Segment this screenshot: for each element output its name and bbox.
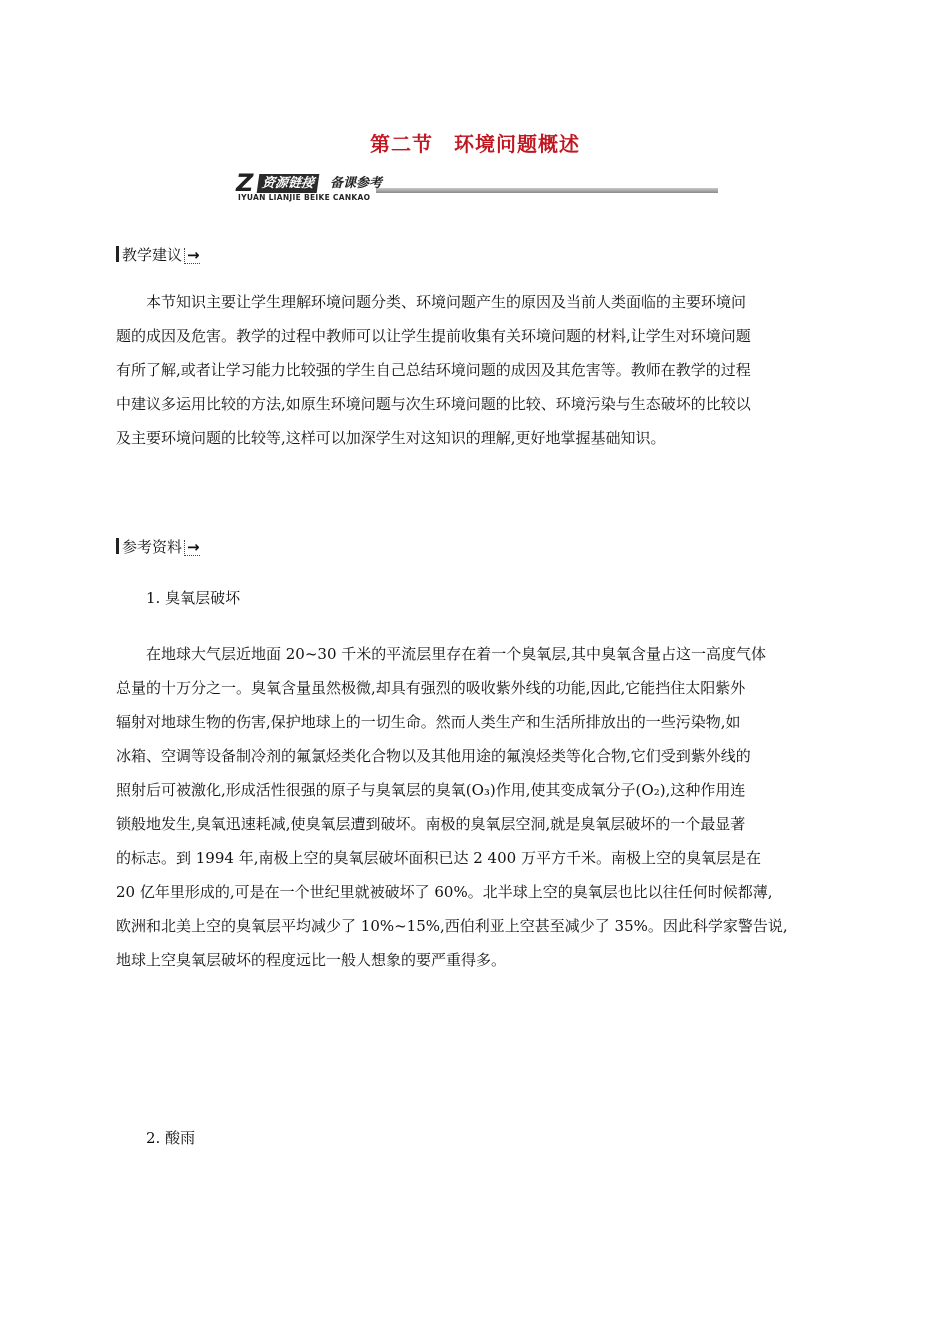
- para-line: 辐射对地球生物的伤害,保护地球上的一切生命。然而人类生产和生活所排放出的一些污染物,如: [116, 713, 741, 731]
- heading-text: 教学建议: [122, 246, 183, 264]
- para-line: 总量的十万分之一。臭氧含量虽然极微,却具有强烈的吸收紫外线的功能,因此,它能挡住太阳紫外: [116, 679, 746, 697]
- banner-label: 资源链接: [257, 174, 320, 193]
- section-heading-reference: [116, 537, 200, 557]
- heading-bar: [116, 246, 119, 262]
- resource-banner: [236, 171, 718, 205]
- para-line: 本节知识主要让学生理解环境问题分类、环境问题产生的原因及当前人类面临的主要环境问: [146, 293, 747, 311]
- arrow-icon: →: [184, 248, 200, 264]
- arrow-icon: →: [184, 540, 200, 556]
- para-line: 中建议多运用比较的方法,如原生环境问题与次生环境问题的比较、环境污染与生态破坏的比较以: [116, 395, 751, 413]
- banner-tail-label: 备课参考: [330, 176, 383, 191]
- ozone-paragraph: [116, 637, 831, 977]
- para-line: 题的成因及危害。教学的过程中教师可以让学生提前收集有关环境问题的材料,让学生对环境问题: [116, 327, 751, 345]
- para-line: 及主要环境问题的比较等,这样可以加深学生对这知识的理解,更好地掌握基础知识。: [116, 429, 666, 447]
- heading-text: 参考资料: [122, 538, 183, 556]
- para-line: 锁般地发生,臭氧迅速耗减,使臭氧层遭到破坏。南极的臭氧层空洞,就是臭氧层破坏的一个最显著: [116, 815, 746, 833]
- subheading-acid-rain: 2. 酸雨: [146, 1129, 196, 1147]
- para-line: 冰箱、空调等设备制冷剂的氟氯烃类化合物以及其他用途的氟溴烃类等化合物,它们受到紫外线的: [116, 747, 751, 765]
- banner-rule: [376, 188, 718, 193]
- heading-bar: [116, 538, 119, 554]
- para-line: 有所了解,或者让学习能力比较强的学生自己总结环境问题的成因及其危害等。教师在教学的过程: [116, 361, 751, 379]
- para-line: 在地球大气层近地面 20~30 千米的平流层里存在着一个臭氧层,其中臭氧含量占这一高度气体: [146, 645, 767, 663]
- teaching-paragraph: [116, 285, 831, 455]
- para-line: 欧洲和北美上空的臭氧层平均减少了 10%~15%,西伯利亚上空甚至减少了 35%。因此科学家警告说,: [116, 917, 788, 935]
- banner-z-logo: Z: [236, 169, 254, 197]
- para-line: 地球上空臭氧层破坏的程度远比一般人想象的要严重得多。: [116, 951, 507, 969]
- section-heading-teaching: [116, 245, 200, 265]
- para-line: 照射后可被激化,形成活性很强的原子与臭氧层的臭氧(O₃)作用,使其变成氧分子(O₂),这种作用连: [116, 781, 746, 799]
- page-title: 第二节 环境问题概述: [370, 132, 580, 156]
- para-line: 的标志。到 1994 年,南极上空的臭氧层破坏面积已达 2 400 万平方千米。南极上空的臭氧层是在: [116, 849, 761, 867]
- para-line: 20 亿年里形成的,可是在一个世纪里就被破坏了 60%。北半球上空的臭氧层也比以往任何时候都薄,: [116, 883, 773, 901]
- banner-subtitle: IYUAN LIANJIE BEIKE CANKAO: [238, 193, 371, 202]
- subheading-ozone: 1. 臭氧层破坏: [146, 589, 241, 607]
